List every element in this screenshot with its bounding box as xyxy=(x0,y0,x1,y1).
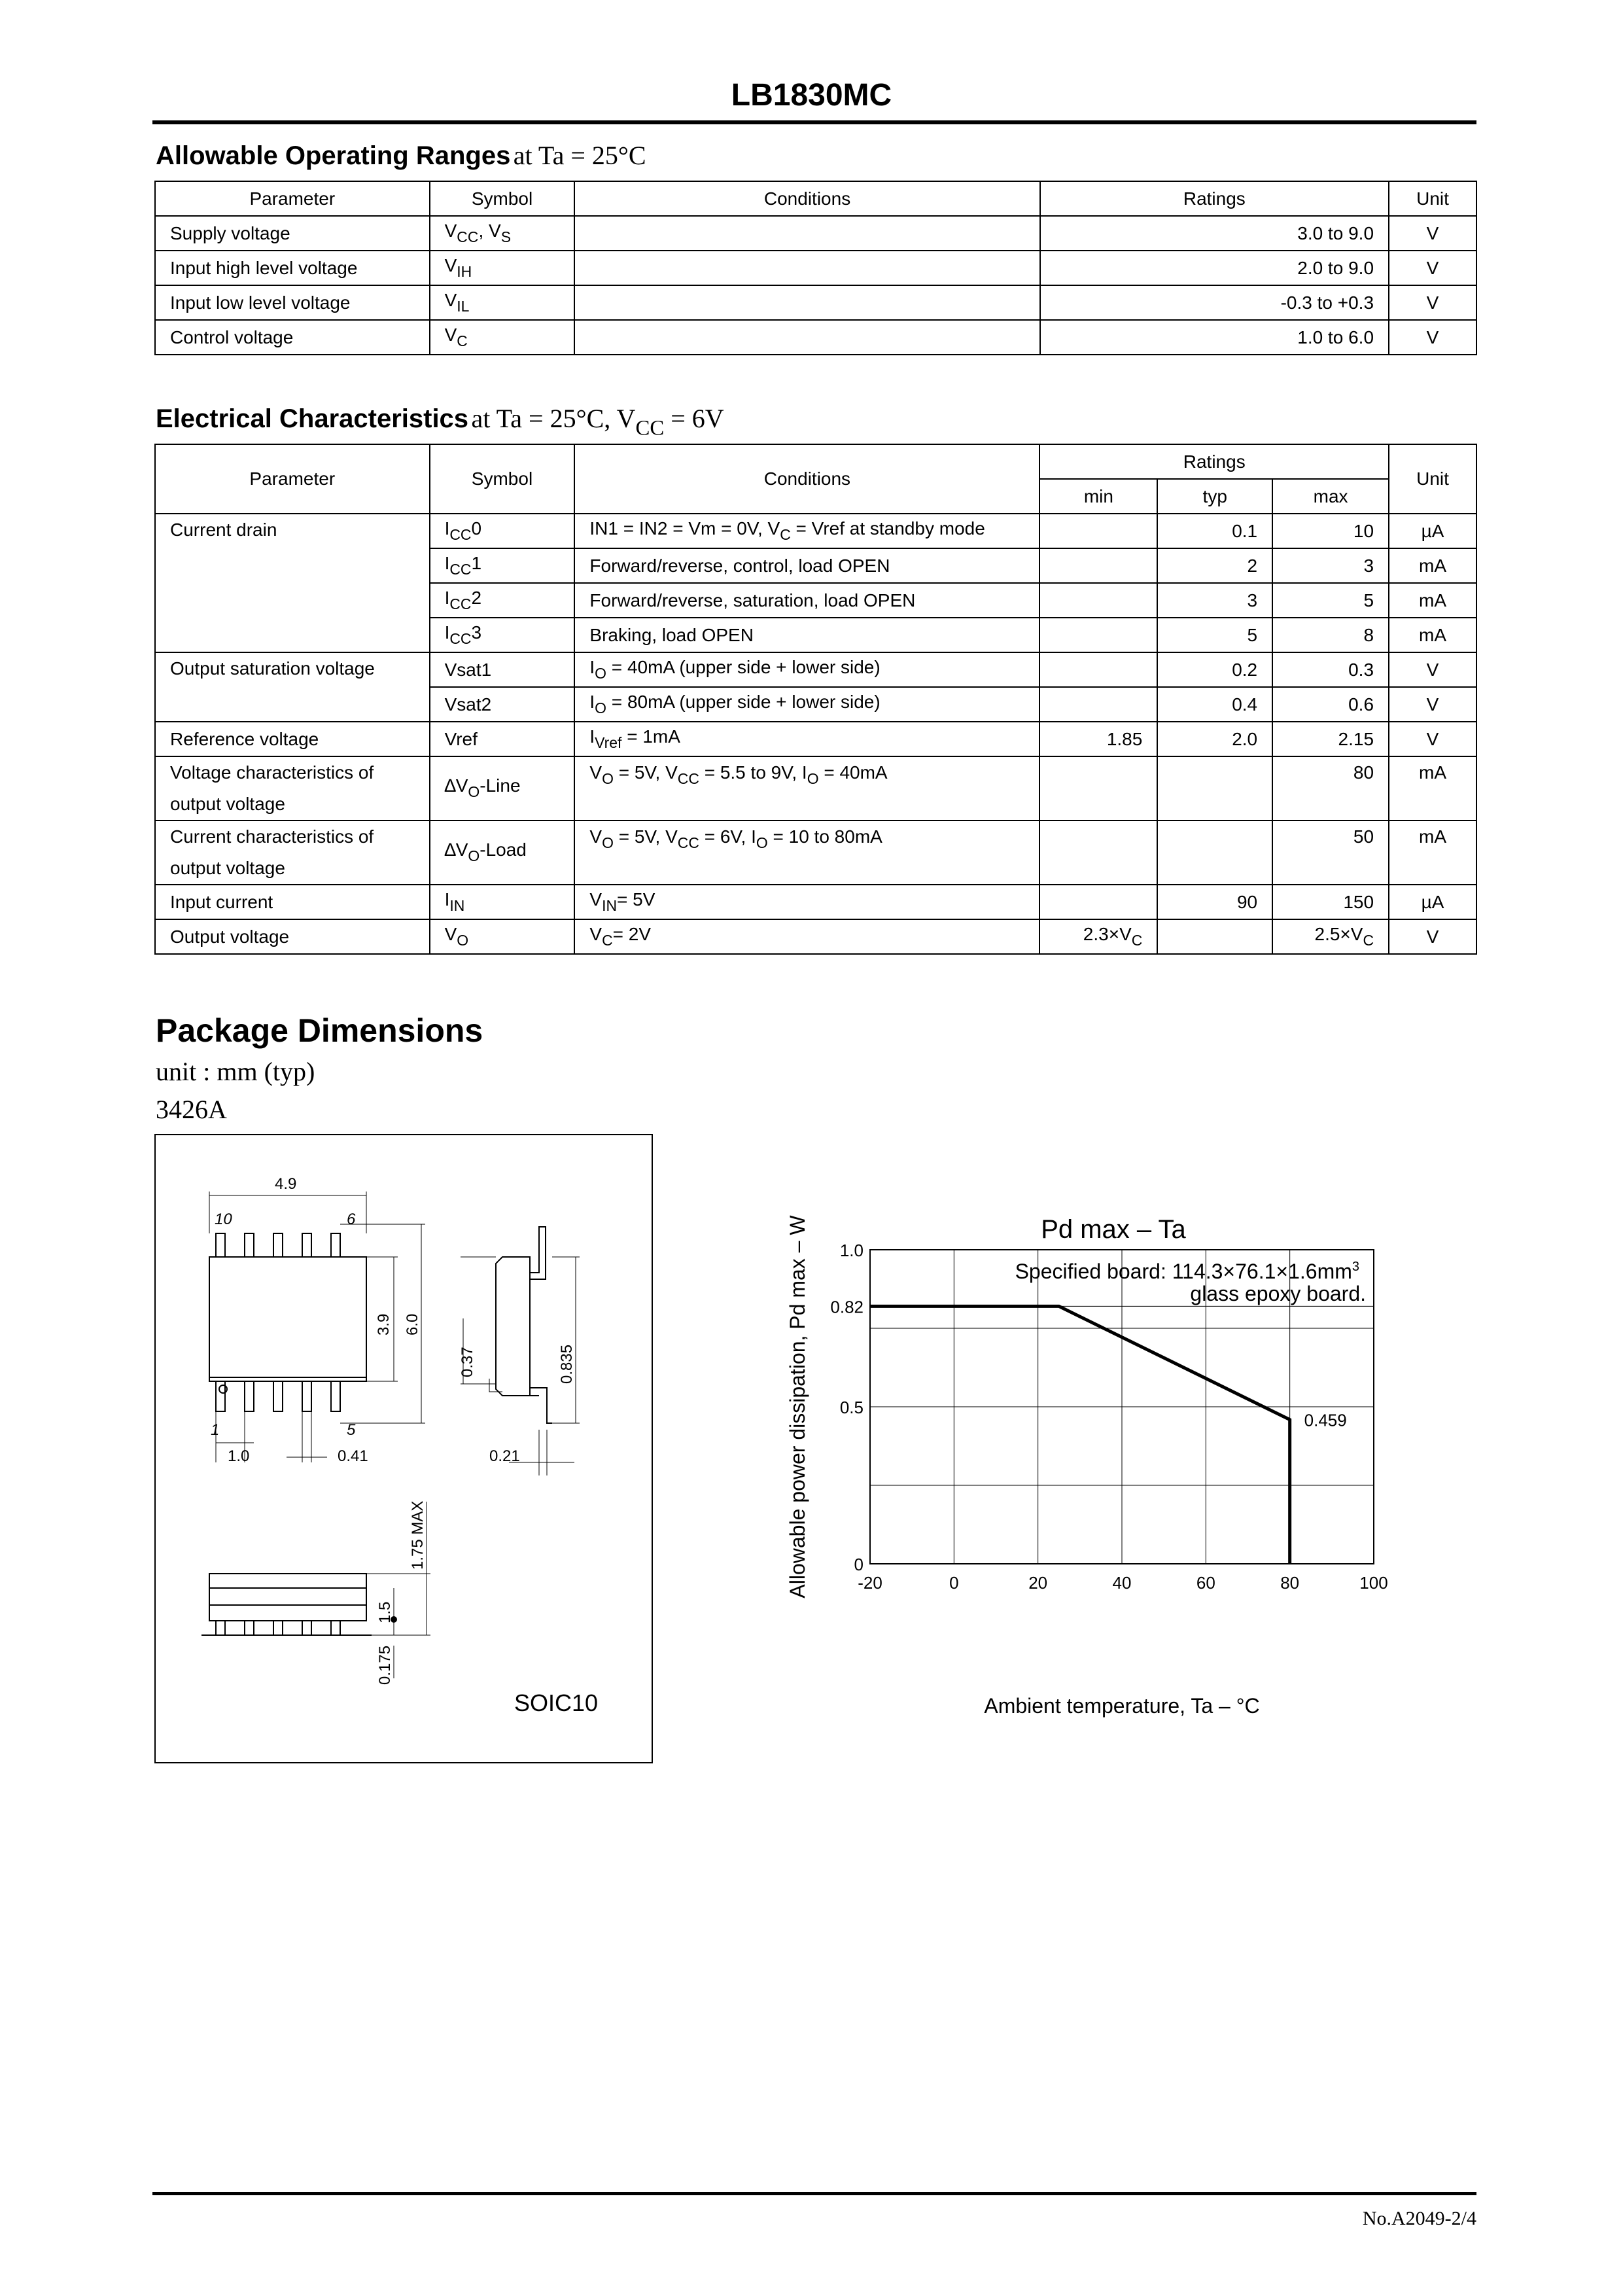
parameter-cell: Current characteristics of output voltage xyxy=(155,821,430,885)
pin xyxy=(331,1381,340,1411)
table-row xyxy=(155,821,1476,885)
min-cell xyxy=(1039,583,1157,618)
unit-cell: V xyxy=(1389,285,1476,320)
dim-label: 3.9 xyxy=(375,1313,393,1335)
max-cell: 10 xyxy=(1272,514,1389,548)
conditions-cell: $I_O = 40mA$ (upper side + lower side) xyxy=(574,652,1039,687)
section-condition: at Ta = 25°C, $V_{CC} = 6V$ xyxy=(471,404,724,440)
pin xyxy=(331,1233,340,1257)
table-row xyxy=(155,919,1476,954)
parameter-cell: Supply voltage xyxy=(155,216,430,251)
package-code: 3426A xyxy=(156,1095,227,1124)
unit-cell: mA xyxy=(1389,548,1476,583)
column-header: Unit xyxy=(1389,181,1476,216)
unit-cell: mA xyxy=(1389,583,1476,618)
column-header: Symbol xyxy=(430,444,575,514)
conditions-cell: $I_O = 80mA$ (upper side + lower side) xyxy=(574,687,1039,722)
conditions-cell: $V_C= 2V$ xyxy=(574,919,1039,954)
dim-label: 1.75 MAX xyxy=(409,1500,427,1570)
unit-cell: V xyxy=(1389,722,1476,756)
typ-cell: 0.4 xyxy=(1157,687,1272,722)
max-cell: 3 xyxy=(1272,548,1389,583)
unit-cell: V xyxy=(1389,919,1476,954)
pin xyxy=(245,1381,254,1411)
column-header: Parameter xyxy=(155,444,430,514)
unit-cell: mA xyxy=(1389,618,1476,652)
electrical-heading xyxy=(156,403,724,440)
unit-cell: V xyxy=(1389,251,1476,285)
column-header: Symbol xyxy=(430,181,575,216)
min-cell: 1.85 xyxy=(1039,722,1157,756)
pin-label: 1 xyxy=(211,1421,220,1439)
column-header: Conditions xyxy=(574,444,1039,514)
max-cell: 50 xyxy=(1272,821,1389,885)
y-tick-label: 0.5 xyxy=(839,1398,864,1417)
dim-label: 1.5 xyxy=(376,1601,394,1623)
chart-annotation: Specified board: $114.3\times 76.1\times 1.6mm^3$ xyxy=(1015,1260,1359,1283)
conditions-cell xyxy=(574,216,1039,251)
y-tick-label: 0.82 xyxy=(830,1297,864,1317)
table-row xyxy=(155,320,1476,355)
column-header: typ xyxy=(1157,479,1272,514)
min-cell xyxy=(1039,821,1157,885)
table-row xyxy=(155,652,1476,687)
min-cell xyxy=(1039,652,1157,687)
typ-cell: 5 xyxy=(1157,618,1272,652)
max-cell: 150 xyxy=(1272,885,1389,919)
pin xyxy=(302,1381,311,1411)
dim-label: 0.37 xyxy=(459,1347,476,1377)
operating-ranges-heading xyxy=(156,140,646,171)
typ-cell: 3 xyxy=(1157,583,1272,618)
electrical-table xyxy=(154,444,1477,955)
header-rule xyxy=(152,120,1476,124)
column-header: Ratings xyxy=(1039,444,1389,479)
x-tick-label: 100 xyxy=(1359,1573,1388,1593)
symbol-cell: $\Delta V_O$-Load xyxy=(430,821,575,885)
parameter-cell: Reference voltage xyxy=(155,722,430,756)
typ-cell: 2 xyxy=(1157,548,1272,583)
chart-annotation: glass epoxy board. xyxy=(1190,1282,1366,1305)
x-tick-label: 60 xyxy=(1196,1573,1215,1593)
document-title: LB1830MC xyxy=(731,78,892,113)
package-drawing xyxy=(156,1135,652,1762)
footer-rule xyxy=(152,2192,1476,2195)
typ-cell: 0.2 xyxy=(1157,652,1272,687)
parameter-cell: Voltage characteristics of output voltage xyxy=(155,756,430,821)
parameter-cell: Output voltage xyxy=(155,919,430,954)
typ-cell xyxy=(1157,756,1272,821)
table-header-row xyxy=(155,444,1476,479)
pin xyxy=(302,1233,311,1257)
parameter-cell: Control voltage xyxy=(155,320,430,355)
ratings-cell: -0.3 to +0.3 xyxy=(1040,285,1389,320)
pin-label: 6 xyxy=(347,1210,356,1228)
package-drawing-box xyxy=(154,1134,653,1763)
max-cell: 0.6 xyxy=(1272,687,1389,722)
conditions-cell xyxy=(574,285,1039,320)
parameter-cell: Output saturation voltage xyxy=(155,652,430,722)
pin-label: 5 xyxy=(347,1421,356,1439)
x-tick-label: 40 xyxy=(1112,1573,1132,1593)
table-row xyxy=(155,514,1476,548)
table-row xyxy=(155,885,1476,919)
package-name: SOIC10 xyxy=(514,1689,599,1716)
table-row xyxy=(155,722,1476,756)
unit-cell: µA xyxy=(1389,885,1476,919)
chart-title: Pd max – Ta xyxy=(1041,1215,1186,1244)
conditions-cell xyxy=(574,251,1039,285)
column-header: Ratings xyxy=(1040,181,1389,216)
conditions-cell: $I_{Vref} = 1mA$ xyxy=(574,722,1039,756)
pin xyxy=(245,1233,254,1257)
symbol-cell: $\Delta V_O$-Line xyxy=(430,756,575,821)
conditions-cell: $V_O = 5V$, $V_{CC} = 6V$, $I_O = 10$ to 80mA xyxy=(574,821,1039,885)
dim-label: 1.0 xyxy=(228,1447,250,1465)
y-axis-label: Allowable power dissipation, Pd max – W xyxy=(786,1215,809,1598)
ratings-cell: 2.0 to 9.0 xyxy=(1040,251,1389,285)
conditions-cell xyxy=(574,320,1039,355)
data-label: 0.459 xyxy=(1304,1410,1347,1430)
package-body xyxy=(209,1257,366,1381)
max-cell: 8 xyxy=(1272,618,1389,652)
symbol-cell: Vsat2 xyxy=(430,687,575,722)
dim-label: 0.175 xyxy=(376,1645,394,1685)
front-body xyxy=(209,1574,366,1621)
section-title: Electrical Characteristics xyxy=(156,404,469,433)
ratings-cell: 3.0 to 9.0 xyxy=(1040,216,1389,251)
table-row xyxy=(155,216,1476,251)
symbol-cell: $I_{CC}0$ xyxy=(430,514,575,548)
min-cell xyxy=(1039,514,1157,548)
dim-label: 0.41 xyxy=(338,1447,368,1465)
min-cell: $2.3\times V_C$ xyxy=(1039,919,1157,954)
operating-ranges-table xyxy=(154,181,1477,355)
pin1-marker xyxy=(219,1385,227,1393)
unit-cell: V xyxy=(1389,216,1476,251)
column-header: max xyxy=(1272,479,1389,514)
package-heading: Package Dimensions xyxy=(156,1012,483,1049)
x-tick-label: 0 xyxy=(949,1573,959,1593)
parameter-cell: Input high level voltage xyxy=(155,251,430,285)
unit-cell: mA xyxy=(1389,821,1476,885)
typ-cell xyxy=(1157,821,1272,885)
typ-cell: 90 xyxy=(1157,885,1272,919)
package-unit: unit : mm (typ) xyxy=(156,1057,315,1086)
conditions-cell: Forward/reverse, control, load OPEN xyxy=(574,548,1039,583)
max-cell: 2.15 xyxy=(1272,722,1389,756)
unit-cell: mA xyxy=(1389,756,1476,821)
pin xyxy=(216,1233,225,1257)
column-header: Parameter xyxy=(155,181,430,216)
x-tick-label: 20 xyxy=(1028,1573,1048,1593)
unit-cell: V xyxy=(1389,652,1476,687)
min-cell xyxy=(1039,756,1157,821)
unit-cell: µA xyxy=(1389,514,1476,548)
symbol-cell: $V_{IL}$ xyxy=(430,285,575,320)
dim-label: 6.0 xyxy=(404,1313,421,1335)
x-tick-label: -20 xyxy=(858,1573,882,1593)
pd-ta-chart xyxy=(765,1204,1420,1740)
symbol-cell: $I_{CC}1$ xyxy=(430,548,575,583)
series-line-pd-max xyxy=(870,1306,1290,1564)
min-cell xyxy=(1039,618,1157,652)
table-row xyxy=(155,285,1476,320)
parameter-cell: Input low level voltage xyxy=(155,285,430,320)
symbol-cell: $V_O$ xyxy=(430,919,575,954)
section-title: Allowable Operating Ranges xyxy=(156,141,511,170)
column-header: min xyxy=(1039,479,1157,514)
conditions-cell: Braking, load OPEN xyxy=(574,618,1039,652)
pin xyxy=(273,1381,283,1411)
parameter-cell: Input current xyxy=(155,885,430,919)
conditions-cell: Forward/reverse, saturation, load OPEN xyxy=(574,583,1039,618)
max-cell: 5 xyxy=(1272,583,1389,618)
typ-cell xyxy=(1157,919,1272,954)
min-cell xyxy=(1039,548,1157,583)
conditions-cell: $V_{IN}= 5V$ xyxy=(574,885,1039,919)
conditions-cell: IN1 = IN2 = Vm = 0V, $V_C$ = Vref at standby mode xyxy=(574,514,1039,548)
table-row xyxy=(155,756,1476,821)
dim-label: 0.835 xyxy=(558,1344,576,1384)
doc-number: No.A2049-2/4 xyxy=(1362,2208,1476,2229)
unit-cell: V xyxy=(1389,320,1476,355)
min-cell xyxy=(1039,885,1157,919)
symbol-cell: Vref xyxy=(430,722,575,756)
column-header: Conditions xyxy=(574,181,1039,216)
section-condition: at Ta = 25°C xyxy=(513,141,646,170)
symbol-cell: $V_{IH}$ xyxy=(430,251,575,285)
symbol-cell: $I_{IN}$ xyxy=(430,885,575,919)
conditions-cell: $V_O = 5V$, $V_{CC} = 5.5$ to 9V, $I_O = 40mA$ xyxy=(574,756,1039,821)
y-tick-label: 0 xyxy=(854,1555,864,1574)
x-axis-label: Ambient temperature, Ta – °C xyxy=(984,1694,1260,1718)
typ-cell: 0.1 xyxy=(1157,514,1272,548)
symbol-cell: $V_C$ xyxy=(430,320,575,355)
max-cell: $2.5\times V_C$ xyxy=(1272,919,1389,954)
symbol-cell: Vsat1 xyxy=(430,652,575,687)
min-cell xyxy=(1039,687,1157,722)
table-row xyxy=(155,251,1476,285)
symbol-cell: $V_{CC}$, $V_S$ xyxy=(430,216,575,251)
typ-cell: 2.0 xyxy=(1157,722,1272,756)
pin-label: 10 xyxy=(215,1210,232,1228)
max-cell: 0.3 xyxy=(1272,652,1389,687)
x-tick-label: 80 xyxy=(1280,1573,1300,1593)
pin xyxy=(273,1233,283,1257)
table-header-row xyxy=(155,181,1476,216)
unit-cell: V xyxy=(1389,687,1476,722)
dim-label: 0.21 xyxy=(489,1447,520,1465)
symbol-cell: $I_{CC}3$ xyxy=(430,618,575,652)
column-header: Unit xyxy=(1389,444,1476,514)
dim-label: 4.9 xyxy=(275,1175,297,1193)
max-cell: 80 xyxy=(1272,756,1389,821)
y-tick-label: 1.0 xyxy=(839,1241,864,1260)
ratings-cell: 1.0 to 6.0 xyxy=(1040,320,1389,355)
side-body xyxy=(496,1257,530,1396)
parameter-cell: Current drain xyxy=(155,514,430,652)
symbol-cell: $I_{CC}2$ xyxy=(430,583,575,618)
